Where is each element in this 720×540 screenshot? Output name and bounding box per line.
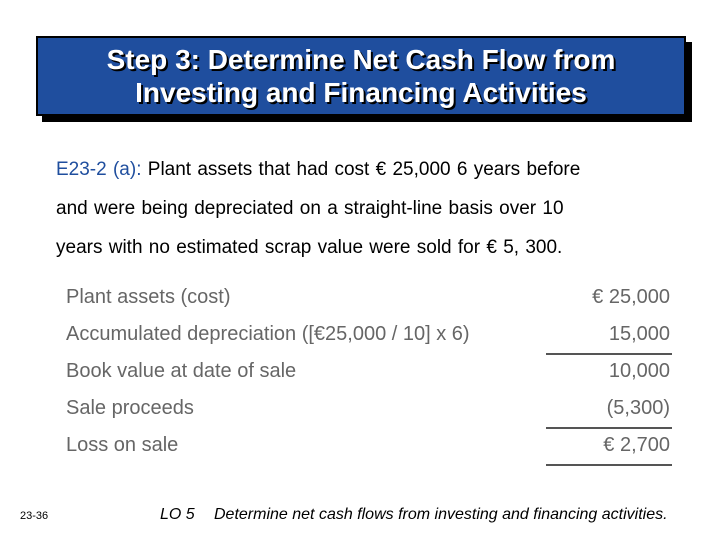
exercise-reference: E23-2 (a): xyxy=(56,159,142,180)
calc-label: Book value at date of sale xyxy=(66,360,297,382)
calc-label: Plant assets (cost) xyxy=(66,286,231,308)
title-line-2: Investing and Financing Activities xyxy=(135,77,587,108)
calc-amount: 15,000 xyxy=(608,323,670,345)
exercise-line-3: years with no estimated scrap value were sold for € 5, 300. xyxy=(56,237,563,258)
exercise-line-1 xyxy=(56,150,656,189)
exercise-description xyxy=(56,150,656,267)
learning-objective-text: Determine net cash flows from investing and financing activities. xyxy=(214,506,668,523)
calc-amount: 10,000 xyxy=(608,360,670,382)
calc-amount: € 25,000 xyxy=(592,286,670,308)
loss-calculation xyxy=(66,280,676,465)
title-line-1: Step 3: Determine Net Cash Flow from xyxy=(106,44,616,75)
calc-amount: € 2,700 xyxy=(603,434,670,456)
slide-number: 23-36 xyxy=(20,510,49,522)
calc-amount: (5,300) xyxy=(606,397,670,419)
calc-row-loss-on-sale xyxy=(66,428,676,465)
calc-row-book-value xyxy=(66,354,676,391)
calc-row-plant-assets xyxy=(66,280,676,317)
calc-row-accumulated-depreciation xyxy=(66,317,676,354)
slide-title xyxy=(36,36,686,116)
calc-label: Sale proceeds xyxy=(66,397,194,419)
calc-label: Loss on sale xyxy=(66,434,179,456)
learning-objective-label: LO 5 xyxy=(160,506,195,523)
calc-label: Accumulated depreciation ([€25,000 / 10] x 6) xyxy=(66,323,470,345)
exercise-text-1: Plant assets that had cost € 25,000 6 years before xyxy=(147,159,581,180)
calc-row-sale-proceeds xyxy=(66,391,676,428)
total-rule xyxy=(546,464,672,466)
exercise-line-2: and were being depreciated on a straight-line basis over 10 xyxy=(56,198,564,219)
